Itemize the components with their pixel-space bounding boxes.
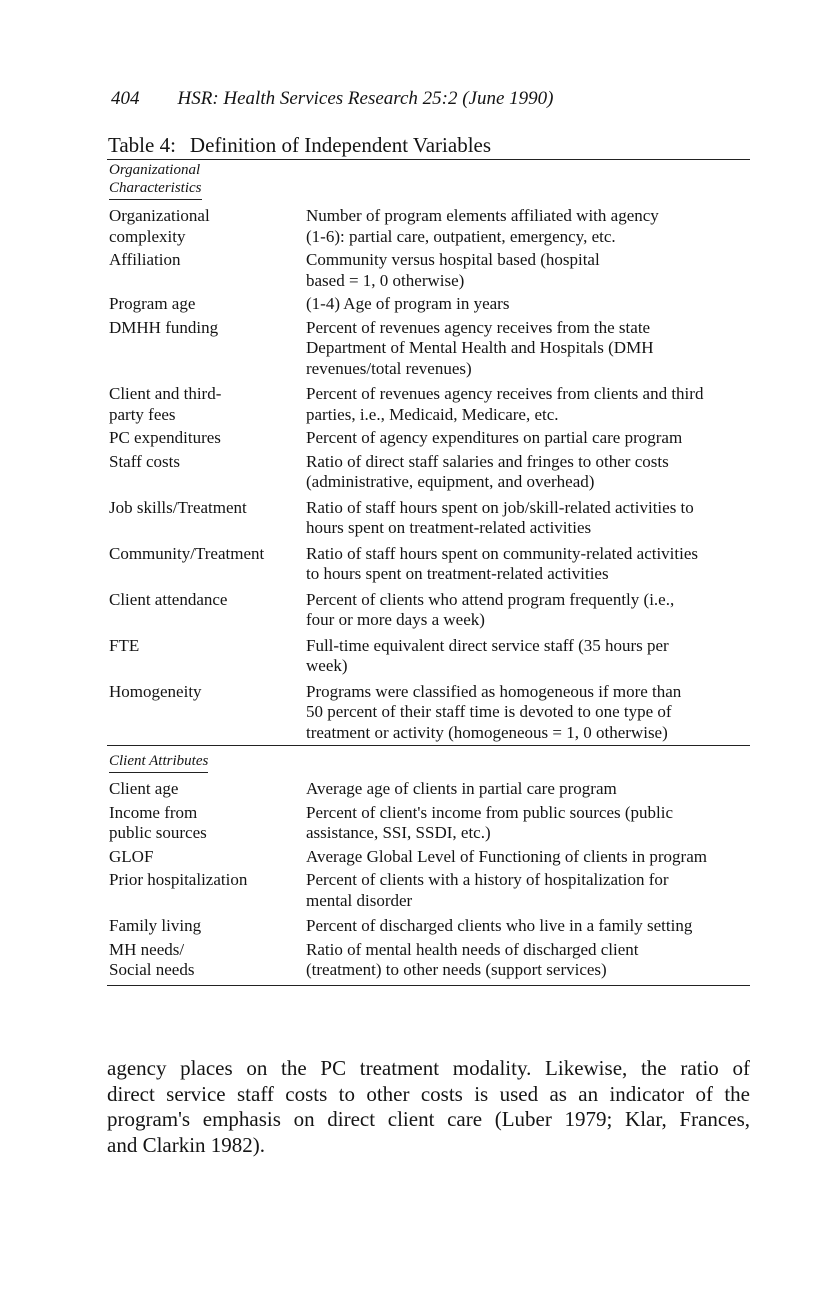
definition-line: Percent of clients with a history of hospitalization for: [306, 870, 669, 889]
section-heading-line: Client Attributes: [109, 753, 209, 769]
section-heading-line: Characteristics: [109, 180, 202, 196]
definition-line: Percent of discharged clients who live in a family setting: [306, 916, 693, 935]
variable-name: [107, 250, 306, 291]
variable-name-line: MH needs/: [109, 939, 185, 959]
table-row: [107, 428, 750, 449]
definition-line: 50 percent of their staff time is devoted to one type of: [306, 702, 672, 721]
variables-table: [107, 132, 750, 986]
definition-line: revenues/total revenues): [306, 358, 472, 378]
variable-definition: [306, 779, 750, 800]
definition-line: Ratio of staff hours spent on job/skill-related activities to: [306, 497, 694, 517]
variable-name-line: Social needs: [109, 960, 195, 979]
table-row: [107, 384, 750, 425]
body-line: agency places on the PC treatment modality. Likewise, the ratio of: [107, 1056, 750, 1080]
variable-name-line: GLOF: [109, 846, 154, 866]
body-line: program's emphasis on direct client care (Luber 1979; Klar, Frances,: [107, 1107, 750, 1131]
definition-line: Department of Mental Health and Hospitals (DMH: [306, 338, 654, 357]
variable-name: [107, 428, 306, 449]
variable-definition: [306, 498, 750, 539]
variable-name-line: public sources: [109, 823, 207, 842]
definition-line: assistance, SSI, SSDI, etc.): [306, 823, 491, 842]
body-line: direct service staff costs to other costs is used as an indicator of the: [107, 1081, 750, 1106]
variable-name: [107, 544, 306, 585]
variable-name: [107, 318, 306, 380]
variable-name-line: Prior hospitalization: [109, 870, 248, 889]
section-heading-line: Organizational: [109, 162, 201, 178]
variable-name-line: Staff costs: [109, 451, 180, 471]
variable-name: [107, 636, 306, 677]
variable-name: [107, 916, 306, 937]
table-row: [107, 452, 750, 493]
variable-name-line: Client age: [109, 779, 179, 798]
variable-name-line: DMHH funding: [109, 317, 219, 337]
variable-name-line: Community/Treatment: [109, 543, 265, 563]
variable-name-line: Client attendance: [109, 589, 228, 609]
variable-name-line: party fees: [109, 404, 176, 424]
variable-definition: [306, 590, 750, 631]
definition-line: (1-4) Age of program in years: [306, 294, 510, 313]
table-bottom-rule: [107, 985, 750, 986]
variable-name: [107, 803, 306, 844]
variable-definition: [306, 940, 750, 981]
page-number: 404: [111, 88, 140, 109]
table-row: [107, 590, 750, 631]
variable-definition: [306, 294, 750, 315]
definition-line: Average age of clients in partial care program: [306, 779, 617, 798]
variable-definition: [306, 847, 750, 868]
variable-name-line: Client and third-: [109, 384, 222, 403]
definition-line: Average Global Level of Functioning of clients in program: [306, 846, 707, 866]
definition-line: to hours spent on treatment-related activities: [306, 564, 609, 583]
table-row: [107, 803, 750, 844]
variable-name: [107, 452, 306, 493]
definition-line: based = 1, 0 otherwise): [306, 270, 465, 290]
definition-line: Percent of agency expenditures on partial care program: [306, 428, 683, 447]
section-heading-text: [109, 753, 208, 773]
definition-line: Full-time equivalent direct service staff (35 hours per: [306, 635, 669, 655]
table-row: [107, 779, 750, 800]
body-paragraph: [107, 1056, 750, 1158]
journal-citation: HSR: Health Services Research 25:2 (June 1990): [177, 88, 554, 109]
table-row: [107, 498, 750, 539]
running-head: [111, 88, 554, 110]
variable-definition: [306, 803, 750, 844]
table-body: [107, 160, 750, 985]
section-heading-text: [109, 162, 202, 200]
variable-definition: [306, 384, 750, 425]
variable-definition: [306, 452, 750, 493]
variable-name-line: Affiliation: [109, 250, 181, 269]
table-caption: Definition of Independent Variables: [189, 133, 492, 157]
table-row: [107, 544, 750, 585]
variable-name: [107, 847, 306, 868]
definition-line: (administrative, equipment, and overhead): [306, 472, 595, 491]
table-row: [107, 250, 750, 291]
definition-line: Ratio of staff hours spent on community-related activities: [306, 543, 699, 563]
variable-definition: [306, 916, 750, 937]
definition-line: Percent of revenues agency receives from clients and third: [306, 384, 704, 403]
definition-line: mental disorder: [306, 890, 413, 910]
variable-name-line: Homogeneity: [109, 681, 202, 701]
table-row: [107, 294, 750, 315]
table-row: [107, 636, 750, 677]
variable-name: [107, 940, 306, 981]
variable-name: [107, 498, 306, 539]
table-row: [107, 682, 750, 744]
definition-line: week): [306, 656, 348, 675]
definition-line: Programs were classified as homogeneous if more than: [306, 681, 682, 701]
variable-name-line: Program age: [109, 294, 196, 313]
variable-name: [107, 206, 306, 247]
definition-line: Community versus hospital based (hospital: [306, 250, 600, 269]
definition-line: Percent of clients who attend program frequently (i.e.,: [306, 589, 675, 609]
variable-name: [107, 779, 306, 800]
table-row: [107, 940, 750, 981]
variable-definition: [306, 682, 750, 744]
variable-definition: [306, 636, 750, 677]
definition-line: treatment or activity (homogeneous = 1, 0 otherwise): [306, 722, 668, 742]
definition-line: (1-6): partial care, outpatient, emergency, etc.: [306, 226, 616, 246]
section-heading: [107, 745, 750, 773]
variable-definition: [306, 206, 750, 247]
table-title: [107, 132, 750, 160]
section-heading: [107, 160, 750, 200]
variable-definition: [306, 428, 750, 449]
table-row: [107, 916, 750, 937]
table-row: [107, 847, 750, 868]
table-row: [107, 870, 750, 911]
definition-line: Ratio of mental health needs of discharged client: [306, 939, 639, 959]
variable-definition: [306, 250, 750, 291]
definition-line: Number of program elements affiliated with agency: [306, 206, 659, 225]
definition-line: Percent of revenues agency receives from the state: [306, 317, 651, 337]
definition-line: Percent of client's income from public sources (public: [306, 802, 674, 822]
variable-name-line: PC expenditures: [109, 428, 221, 447]
variable-name-line: Job skills/Treatment: [109, 497, 247, 517]
variable-name: [107, 294, 306, 315]
definition-line: (treatment) to other needs (support services): [306, 960, 607, 979]
variable-name-line: Family living: [109, 916, 202, 935]
definition-line: hours spent on treatment-related activities: [306, 518, 592, 537]
definition-line: Ratio of direct staff salaries and fringes to other costs: [306, 451, 669, 471]
definition-line: four or more days a week): [306, 610, 485, 629]
table-label: Table 4:: [108, 133, 176, 157]
variable-name-line: FTE: [109, 635, 140, 655]
body-line: and Clarkin 1982).: [107, 1132, 266, 1157]
variable-definition: [306, 544, 750, 585]
variable-name: [107, 870, 306, 911]
variable-name: [107, 682, 306, 744]
variable-name-line: complexity: [109, 226, 186, 246]
variable-name: [107, 384, 306, 425]
variable-definition: [306, 870, 750, 911]
table-row: [107, 318, 750, 380]
definition-line: parties, i.e., Medicaid, Medicare, etc.: [306, 404, 559, 424]
variable-name-line: Income from: [109, 802, 198, 822]
variable-name-line: Organizational: [109, 206, 210, 225]
variable-name: [107, 590, 306, 631]
variable-definition: [306, 318, 750, 380]
table-row: [107, 206, 750, 247]
